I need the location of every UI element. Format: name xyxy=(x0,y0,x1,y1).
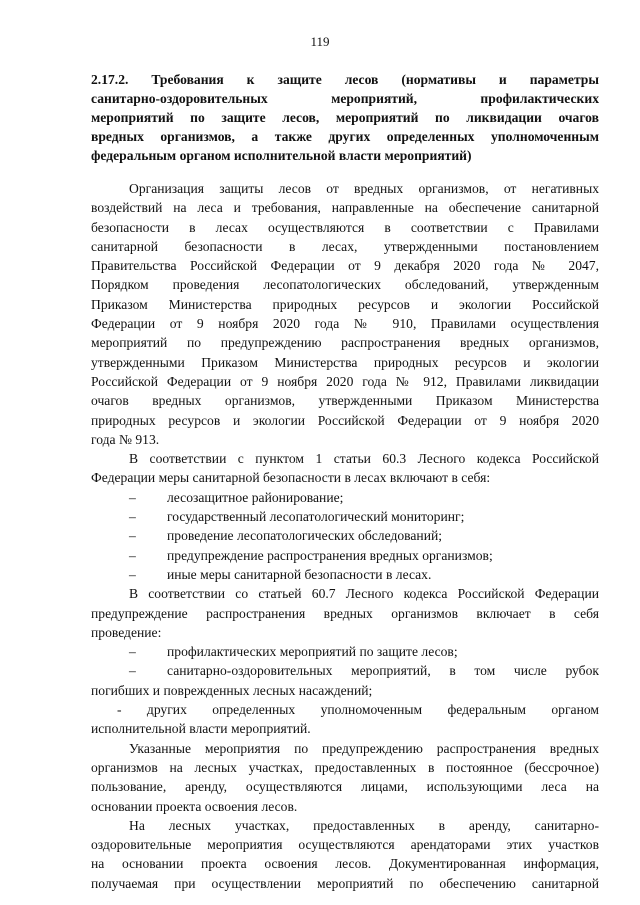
list-item xyxy=(91,642,599,661)
list-item-text: проведение лесопатологических обследований; xyxy=(167,528,443,544)
paragraph-line: На лесных участках, предоставленных в аренду, санитарно- xyxy=(129,817,599,833)
paragraph-line: природных ресурсов и экологии Российской Федерации от 9 ноября 2020 xyxy=(91,412,599,428)
paragraph-line: оздоровительные мероприятия осуществляются арендаторами этих участков xyxy=(91,837,599,853)
paragraph-line: Организация защиты лесов от вредных организмов, от негативных xyxy=(129,181,599,196)
paragraph-line: Федерации от 9 ноября 2020 года № 910, Правилами осуществления xyxy=(91,316,599,332)
list-item-text: предупреждение распространения вредных организмов; xyxy=(167,547,493,563)
paragraph-line: очагов вредных организмов, утвержденными Приказом Министерства xyxy=(91,393,599,409)
paragraph-line: Федерации меры санитарной безопасности в лесах включают в себя: xyxy=(91,470,491,486)
paragraph-line: Порядком проведения лесопатологических обследований, утвержденным xyxy=(91,277,599,293)
paragraph-line: погибших и поврежденных лесных насаждений; xyxy=(91,682,373,698)
paragraph-line: основании проекта освоения лесов. xyxy=(91,798,298,814)
list-dash: – xyxy=(129,528,136,544)
heading-line: мероприятий по защите лесов, мероприятий по ликвидации очагов xyxy=(91,110,599,125)
paragraph-line: безопасности в лесах осуществляются в соответствии с Правилами xyxy=(91,219,599,235)
list-item-text: лесозащитное районирование; xyxy=(167,489,344,505)
list-item-text: - других определенных уполномоченным федеральным органом xyxy=(117,702,599,718)
paragraph-line: Приказом Министерства природных ресурсов и экологии Российской xyxy=(91,296,599,312)
paragraph-line: санитарной безопасности в лесах, утвержденными постановлением xyxy=(91,238,599,254)
heading-line: санитарно-оздоровительных мероприятий, профилактических xyxy=(91,91,599,106)
paragraph-line: Российской Федерации от 9 ноября 2020 года № 912, Правилами ликвидации xyxy=(91,373,599,389)
paragraph-line: В соответствии с пунктом 1 статьи 60.3 Лесного кодекса Российской xyxy=(129,451,599,467)
list-dash: – xyxy=(129,566,136,582)
list-item xyxy=(91,507,599,526)
page-number: 119 xyxy=(310,34,330,49)
paragraph-line: мероприятий по предупреждению распространения вредных организмов, xyxy=(91,335,599,351)
list-dash: – xyxy=(129,644,136,660)
list-item-text: иные меры санитарной безопасности в лесах. xyxy=(167,566,432,582)
list-dash: – xyxy=(129,547,136,563)
list-item-text: государственный лесопатологический мониторинг; xyxy=(167,509,465,525)
paragraph-line: утвержденными Приказом Министерства природных ресурсов и экологии xyxy=(91,354,599,370)
paragraph-line: организмов на лесных участках, предоставленных в постоянное (бессрочное) xyxy=(91,759,599,775)
paragraph-line: воздействий на леса и требования, направленные на обеспечение санитарной xyxy=(91,200,599,216)
paragraph-line: получаемая при осуществлении мероприятий по обеспечению санитарной xyxy=(91,875,599,891)
paragraph-line: проведение: xyxy=(91,624,162,640)
paragraph-line: Указанные мероприятия по предупреждению распространения вредных xyxy=(129,740,599,756)
heading-line: федеральным органом исполнительной власти мероприятий) xyxy=(91,148,472,163)
body-text xyxy=(91,179,599,893)
list-item-text: санитарно-оздоровительных мероприятий, в том числе рубок xyxy=(167,663,599,679)
list-item xyxy=(91,488,599,507)
paragraph-line: В соответствии со статьей 60.7 Лесного кодекса Российской Федерации xyxy=(129,586,599,602)
list-dash: – xyxy=(129,509,136,525)
paragraph-line: исполнительной власти мероприятий. xyxy=(91,721,311,737)
section-heading xyxy=(91,70,599,165)
heading-line: вредных организмов, а также других определенных уполномоченным xyxy=(91,129,599,144)
paragraph-line: Правительства Российской Федерации от 9 декабря 2020 года № 2047, xyxy=(91,258,599,274)
heading-line: 2.17.2. Требования к защите лесов (нормативы и параметры xyxy=(91,72,599,87)
paragraph-line: пользование, аренду, осуществляются лицами, использующими леса на xyxy=(91,779,599,795)
list-item-text: профилактических мероприятий по защите лесов; xyxy=(167,644,458,660)
paragraph-line: года № 913. xyxy=(91,431,160,447)
list-dash: – xyxy=(129,663,136,679)
list-item xyxy=(91,565,599,584)
paragraph-line: предупреждение распространения вредных организмов включает в себя xyxy=(91,605,599,621)
list-item xyxy=(91,526,599,545)
list-item xyxy=(91,661,599,680)
paragraph-line: на основании проекта освоения лесов. Документированная информация, xyxy=(91,856,599,872)
list-item xyxy=(91,546,599,565)
list-dash: – xyxy=(129,489,136,505)
